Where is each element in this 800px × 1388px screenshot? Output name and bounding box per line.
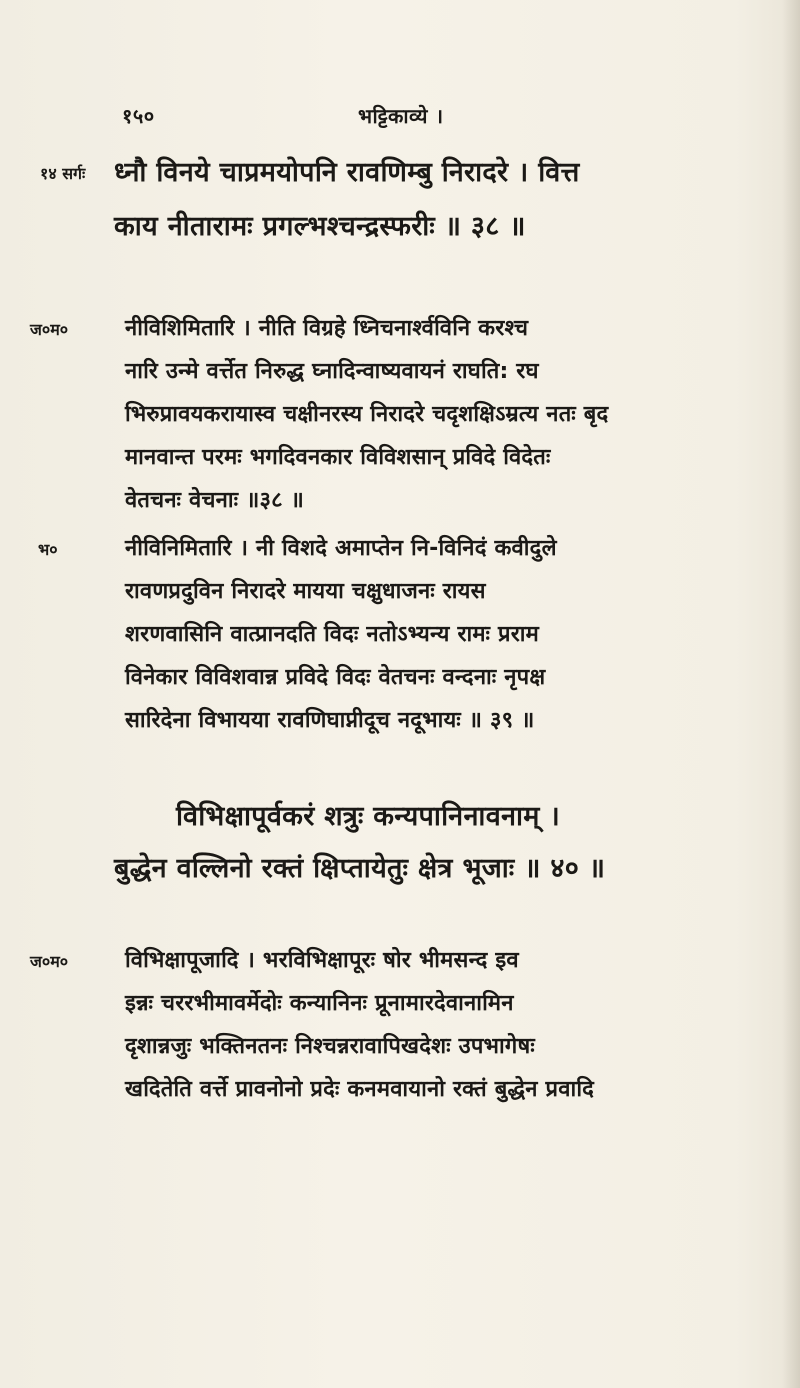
page-number: १५० xyxy=(122,104,155,128)
commentary-line: भिरुप्रावयकरायास्व चक्षीनरस्य निरादरे चदृशक्षिऽम्रत्य नतः बृद xyxy=(125,402,609,427)
verse-line: विभिक्षापूर्वकरं शत्रुः कन्यपानिनावनाम् । xyxy=(176,801,560,832)
running-title: भट्टिकाव्ये । xyxy=(358,104,444,128)
commentary-line: शरणवासिनि वात्प्रानदति विदः नतोऽभ्यन्य रामः प्रराम xyxy=(125,622,540,647)
verse-line: बुद्धेन वल्लिनो रक्तं क्षिप्तायेतुः क्षेत्र भूजाः ॥ ४० ॥ xyxy=(114,853,606,884)
commentary-line: रावणप्रदुविन निरादरे मायया चक्षुधाजनः रायस xyxy=(125,579,486,604)
commentary-line: नीविशिमितारि । नीति विग्रहे ध्निचनार्श्वविनि करश्च xyxy=(125,316,529,341)
commentary-line: मानवान्त परमः भगदिवनकार विविशसान् प्रविदे विदेतः xyxy=(125,445,551,470)
verse-line: काय नीतारामः प्रगल्भश्चन्द्रस्फरीः ॥ ३८ ॥ xyxy=(114,211,526,242)
commentary-line: वेतचनः वेचनाः ॥३८ ॥ xyxy=(125,488,304,513)
commentary-line: विभिक्षापूजादि । भरविभिक्षापूरः षोर भीमसन्द इव xyxy=(125,948,519,973)
page-edge-shadow xyxy=(782,0,800,1388)
verse-line: ध्नौ विनये चाप्रमयोपनि रावणिम्बु निरादरे । वित्त xyxy=(114,157,580,188)
commentary-line: इन्नः चररभीमावर्मेदोः कन्यानिनः प्रूनामारदेवानामिन xyxy=(125,991,514,1016)
commentary-line: नारि उन्मे वर्त्तेत निरुद्ध घ्नादिन्वाष्यवायनं राघति: रघ xyxy=(125,359,539,384)
commentary-line: खदितेति वर्त्ते प्रावनोनो प्रदेः कनमवायानो रक्तं बुद्धेन प्रवादि xyxy=(125,1077,594,1102)
commentary-line: सारिदेना विभायया रावणिघाप्नीदूच नदूभायः ॥ ३९ ॥ xyxy=(125,708,535,733)
canto-label: १४ सर्गः xyxy=(40,164,86,183)
commentary-label: ज०म० xyxy=(30,952,69,971)
commentary-line: दृशान्नजुः भक्तिनतनः निश्चन्नरावापिखदेशः उपभागेषः xyxy=(125,1034,535,1059)
commentary-line: विनेकार विविशवान्न प्रविदे विदः वेतचनः वन्दनाः नृपक्ष xyxy=(125,665,546,690)
commentary-label: भ० xyxy=(38,540,58,559)
commentary-line: नीविनिमितारि । नी विशदे अमाप्तेन नि-विनिदं कवीदुले xyxy=(125,536,557,561)
commentary-label: ज०म० xyxy=(30,320,69,339)
